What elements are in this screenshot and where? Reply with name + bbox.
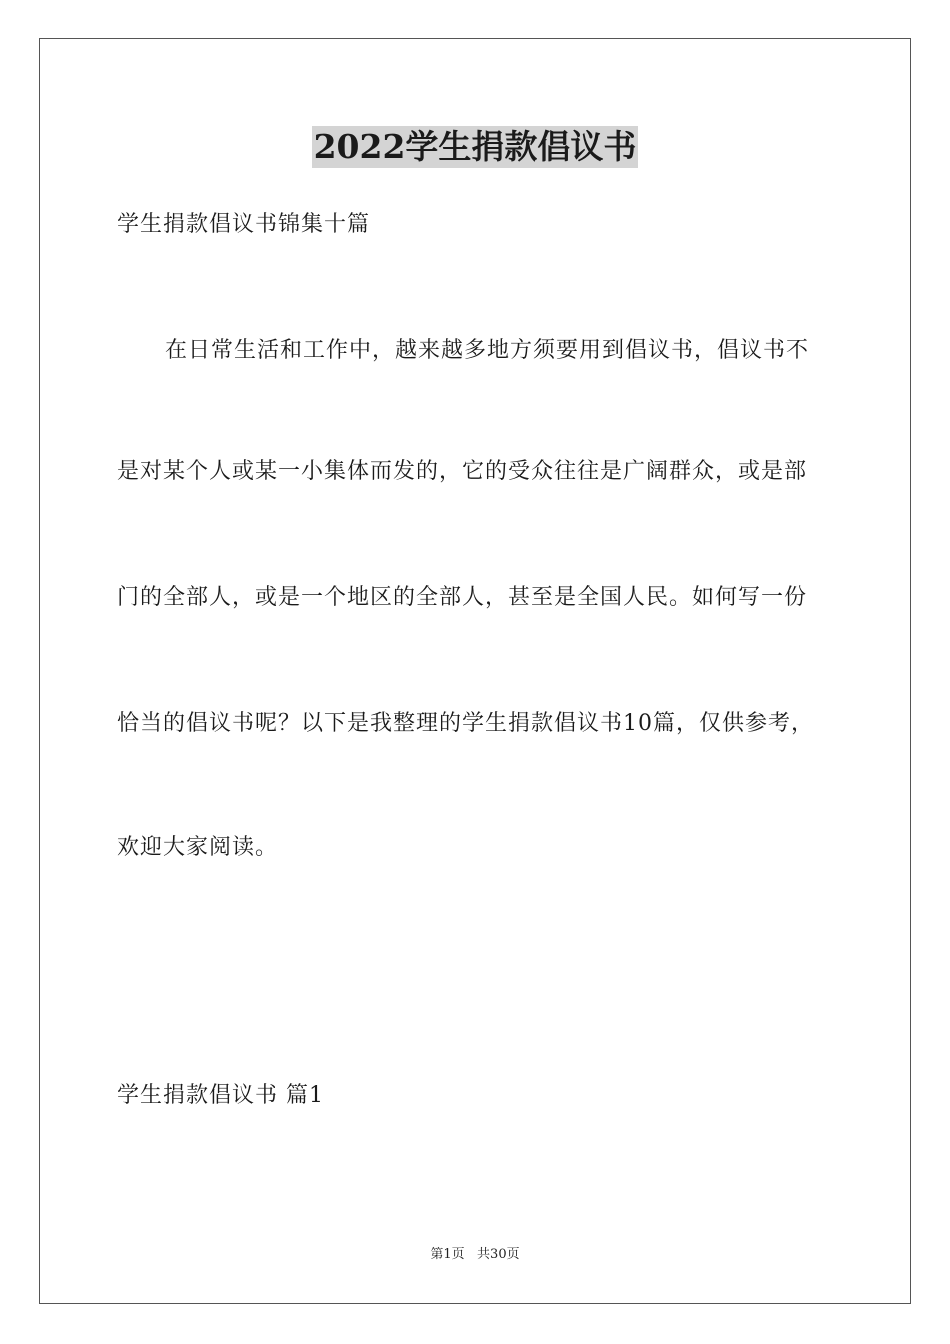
- paragraph-line-3: 门的全部人，或是一个地区的全部人，甚至是全国人民。如何写一份: [117, 585, 808, 610]
- document-title: 2022学生捐款倡议书: [313, 127, 637, 166]
- document-subtitle: 学生捐款倡议书锦集十篇: [117, 212, 371, 237]
- paragraph-line-2: 是对某个人或某一小集体而发的，它的受众往往是广阔群众，或是部: [117, 459, 808, 484]
- section-heading: 学生捐款倡议书 篇1: [117, 1083, 324, 1108]
- paragraph-line-1: 在日常生活和工作中，越来越多地方须要用到倡议书，倡议书不: [165, 338, 810, 363]
- page-footer: [0, 1246, 950, 1264]
- title-container: [0, 126, 950, 168]
- paragraph-line-5: 欢迎大家阅读。: [117, 835, 279, 860]
- paragraph-line-4: 恰当的倡议书呢？以下是我整理的学生捐款倡议书10篇，仅供参考，: [117, 711, 814, 736]
- page-number: 第1页 共30页: [430, 1247, 520, 1262]
